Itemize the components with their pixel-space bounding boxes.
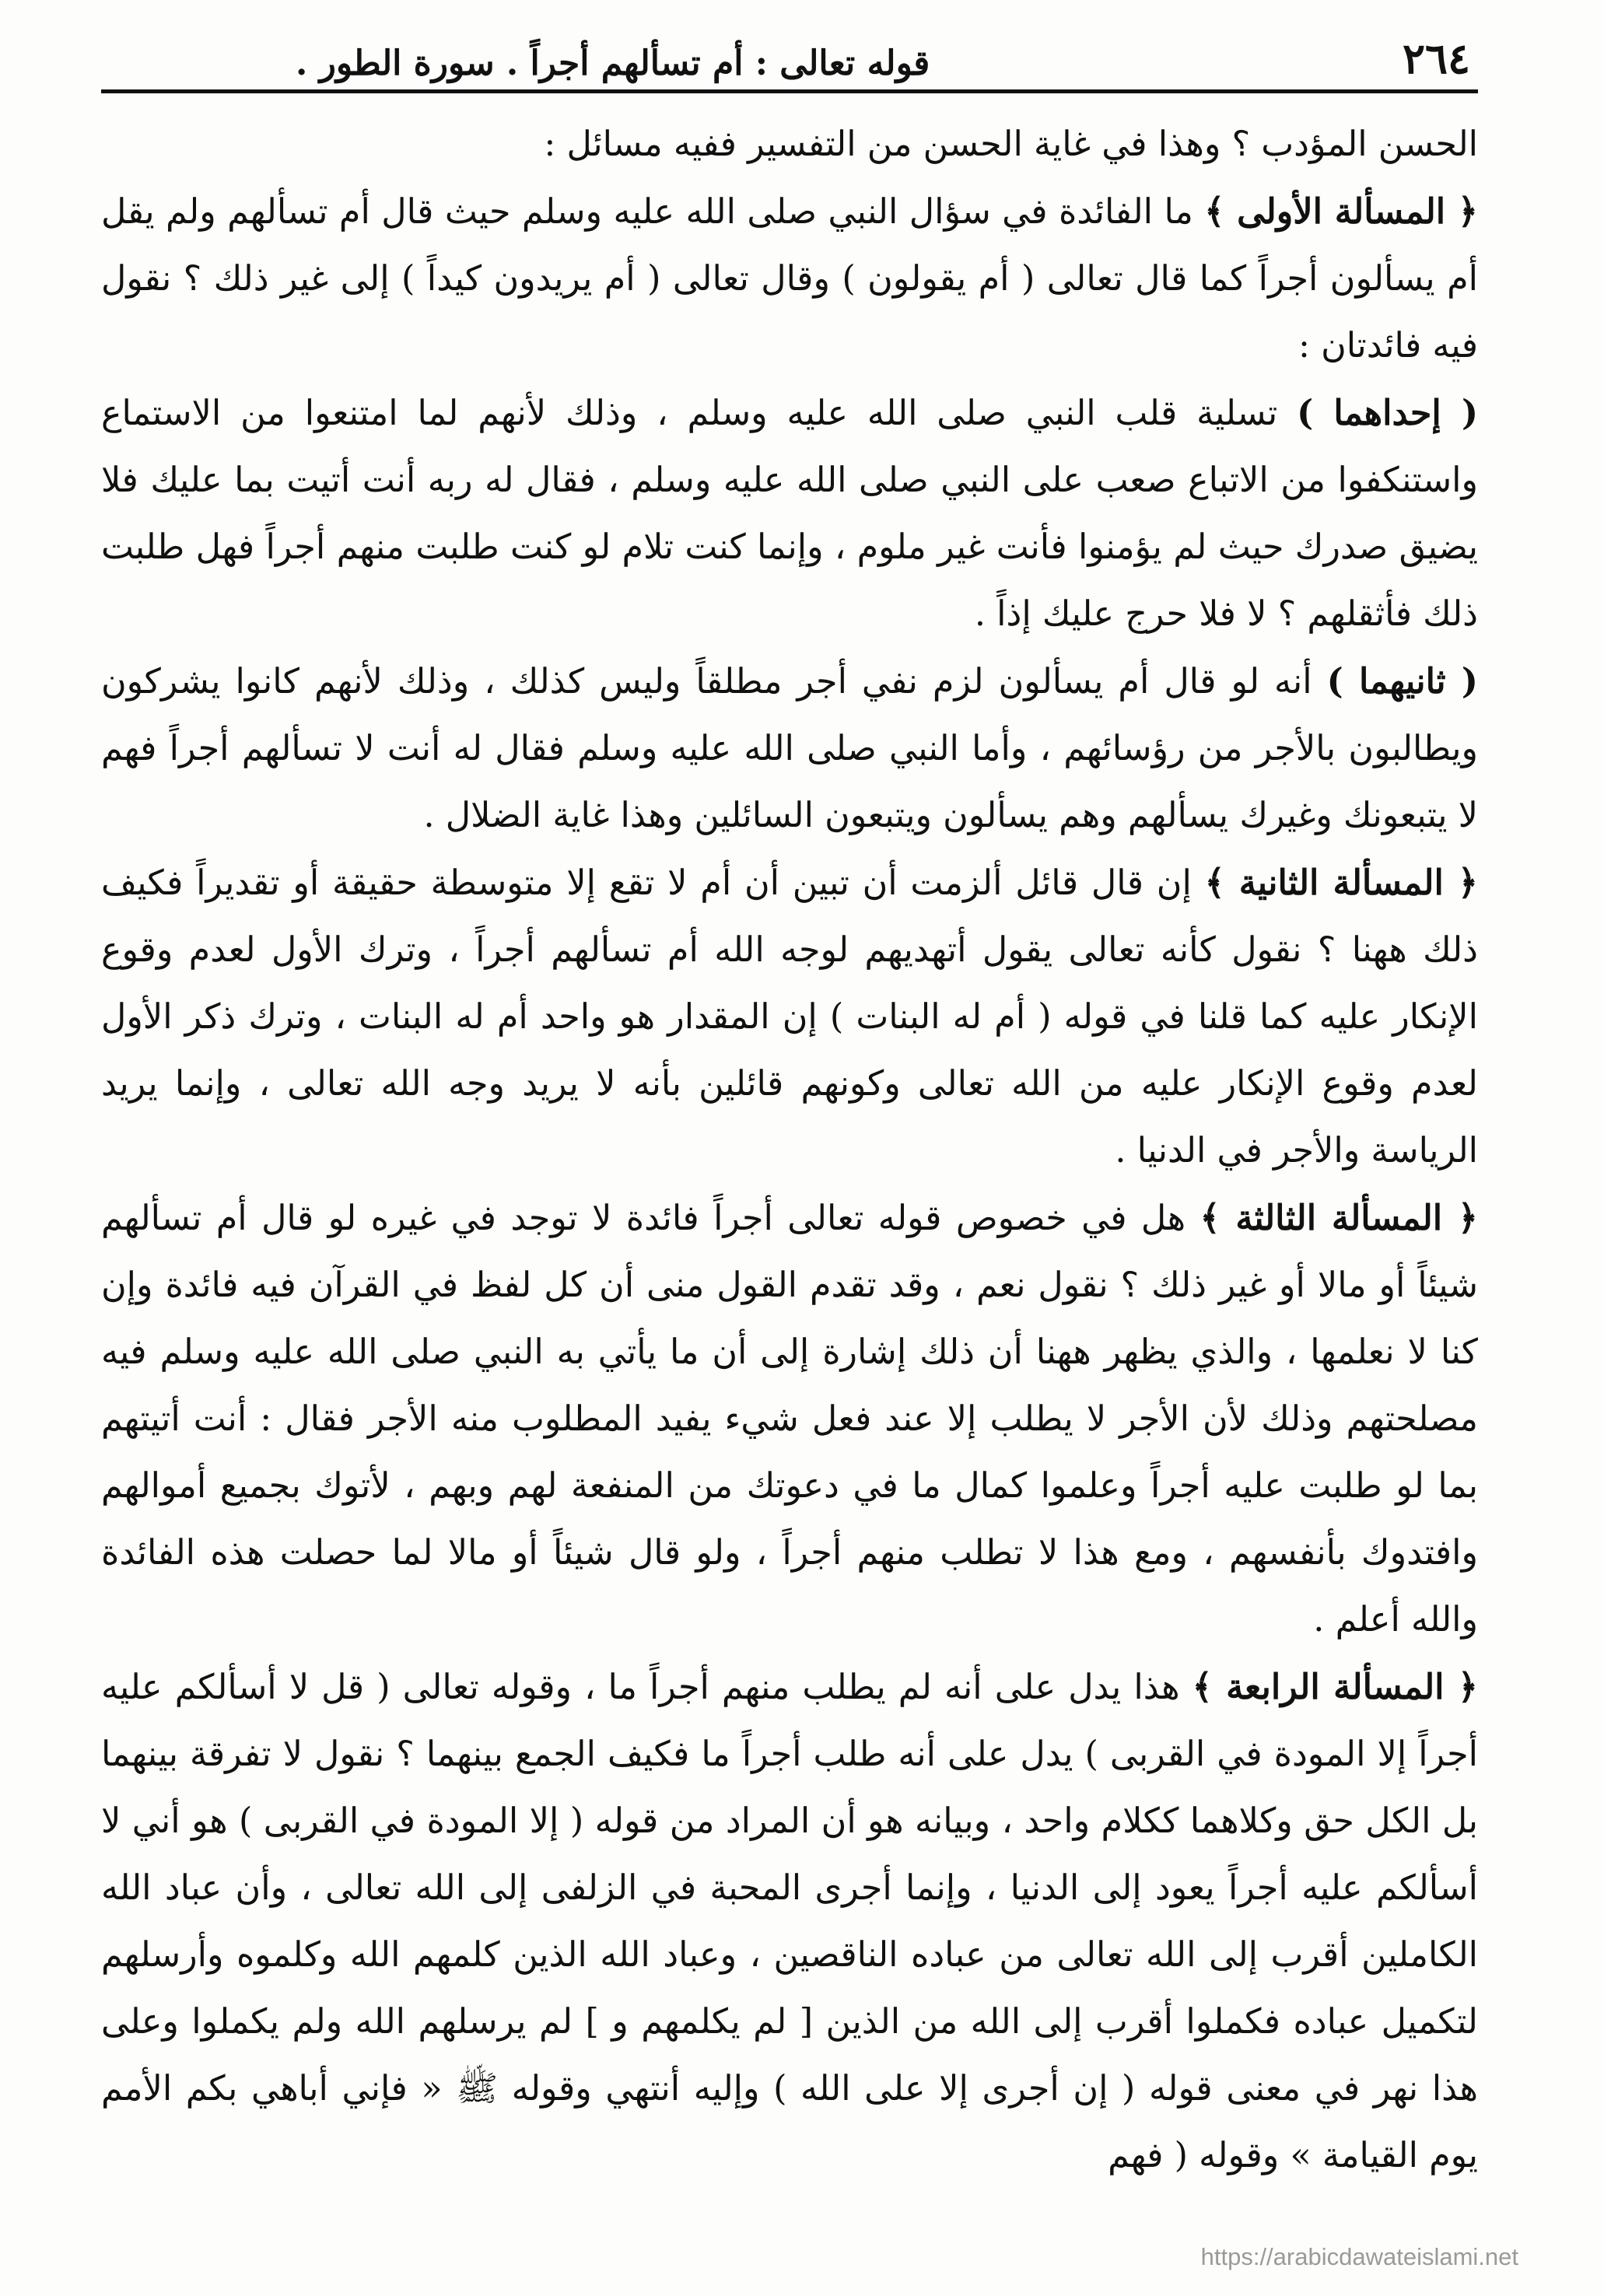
paragraph-lead: ﴿ المسألة الرابعة ﴾ [1192, 1667, 1479, 1707]
paragraph [101, 178, 1478, 380]
paragraph-text: إن قال قائل ألزمت أن تبين أن أم لا تقع إلا متوسطة حقيقة أو تقديراً فكيف ذلك ههنا ؟ نقول كأنه تعالى يقول أتهديهم لوجه الله أم تسألهم أجراً ، وترك الأول لعدم وقوع الإنكار عليه كما قلنا في قوله ( أم له البنات ) إن المقدار هو واحد أم له البنات ، وترك ذكر الأول لعدم وقوع الإنكار عليه من الله تعالى وكونهم قائلين بأنه لا يريد وجه الله تعالى ، وإنما يريد الرياسة والأجر في الدنيا . [101, 863, 1478, 1171]
paragraph-text: الحسن المؤدب ؟ وهذا في غاية الحسن من التفسير ففيه مسائل : [544, 124, 1478, 164]
paragraph [101, 849, 1478, 1185]
paragraph [101, 110, 1478, 178]
paragraph-lead: ﴿ المسألة الثالثة ﴾ [1199, 1198, 1478, 1238]
source-watermark: https://arabicdawateislami.net [1200, 2243, 1518, 2270]
paragraph-text: هذا يدل على أنه لم يطلب منهم أجراً ما ، وقوله تعالى ( قل لا أسألكم عليه أجراً إلا المودة في القربى ) يدل على أنه طلب أجراً ما فكيف الجمع بينهما ؟ نقول لا تفرقة بينهما بل الكل حق وكلاهما ككلام واحد ، وبيانه هو أن المراد من قوله ( إلا المودة في القربى ) هو أني لا أسألكم عليه أجراً يعود إلى الدنيا ، وإنما أجرى المحبة في الزلفى إلى الله تعالى ، وأن عباد الله الكاملين أقرب إلى الله تعالى من عباده الناقصين ، وعباد الله الذين كلمهم الله وكلموه وأرسلهم لتكميل عباده فكملوا أقرب إلى الله من الذين [ لم يكلمهم و ] لم يرسلهم الله ولم يكملوا وعلى هذا نهر في معنى قوله ( إن أجرى إلا على الله ) وإليه أنتهي وقوله ﷺ « فإني أباهي بكم الأمم يوم القيامة » وقوله ( فهم [101, 1668, 1478, 2175]
paragraph [101, 1654, 1478, 2189]
paragraph-text: تسلية قلب النبي صلى الله عليه وسلم ، وذلك لأنهم لما امتنعوا من الاستماع واستنكفوا من الاتباع صعب على النبي صلى الله عليه وسلم ، فقال له ربه أنت أتيت بما عليك فلا يضيق صدرك حيث لم يؤمنوا فأنت غير ملوم ، وإنما كنت تلام لو كنت طلبت منهم أجراً فهل طلبت ذلك فأثقلهم ؟ لا فلا حرج عليك إذاً . [101, 394, 1478, 634]
book-page [101, 22, 1478, 2262]
body-text [101, 110, 1478, 2189]
paragraph-lead: ﴿ المسألة الأولى ﴾ [1204, 191, 1478, 232]
paragraph-text: أنه لو قال أم يسألون لزم نفي أجر مطلقاً وليس كذلك ، وذلك لأنهم كانوا يشركون ويطالبون بالأجر من رؤسائهم ، وأما النبي صلى الله عليه وسلم فقال له أنت لا تسألهم أجراً فهم لا يتبعونك وغيرك يسألهم وهم يسألون ويتبعون السائلين وهذا غاية الضلال . [101, 662, 1478, 835]
paragraph-text: ما الفائدة في سؤال النبي صلى الله عليه وسلم حيث قال أم تسألهم ولم يقل أم يسألون أجراً كما قال تعالى ( أم يقولون ) وقال تعالى ( أم يريدون كيداً ) إلى غير ذلك ؟ نقول فيه فائدتان : [101, 192, 1478, 366]
page-number: ٢٦٤ [1402, 33, 1470, 83]
page-header [101, 22, 1478, 93]
paragraph [101, 648, 1478, 849]
paragraph-lead: ﴿ المسألة الثانية ﴾ [1204, 863, 1478, 903]
paragraph-lead: ( ثانيهما ) [1326, 661, 1478, 702]
paragraph [101, 1185, 1478, 1654]
paragraph [101, 380, 1478, 648]
paragraph-lead: ( إحداهما ) [1297, 393, 1478, 433]
running-title: قوله تعالى : أم تسألهم أجراً . سورة الطور . [296, 44, 930, 83]
paragraph-text: هل في خصوص قوله تعالى أجراً فائدة لا توجد في غيره لو قال أم تسألهم شيئاً أو مالا أو غير ذلك ؟ نقول نعم ، وقد تقدم القول منى أن كل لفظ في القرآن فيه فائدة وإن كنا لا نعلمها ، والذي يظهر ههنا أن ذلك إشارة إلى أن ما يأتي به النبي صلى الله عليه وسلم فيه مصلحتهم وذلك لأن الأجر لا يطلب إلا عند فعل شيء يفيد المطلوب منه الأجر فقال : أنت أتيتهم بما لو طلبت عليه أجراً وعلموا كمال ما في دعوتك من المنفعة لهم وبهم ، لأتوك بجميع أموالهم وافتدوك بأنفسهم ، ومع هذا لا تطلب منهم أجراً ، ولو قال شيئاً أو مالا لما حصلت هذه الفائدة والله أعلم . [101, 1199, 1478, 1640]
